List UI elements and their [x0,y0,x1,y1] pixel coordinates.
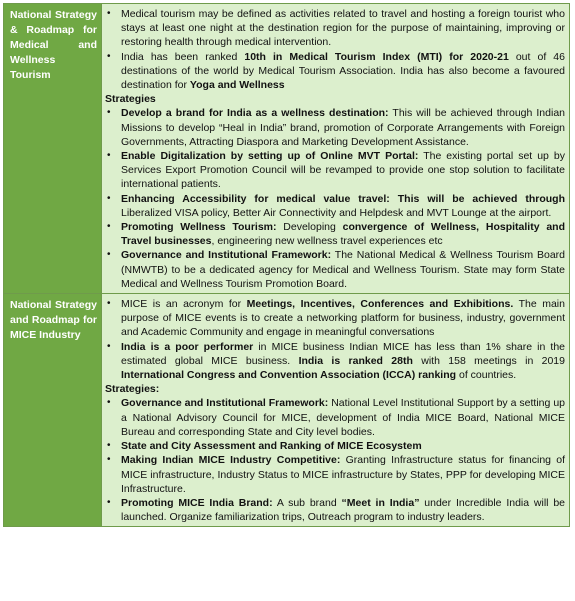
bold-text: Yoga and Wellness [189,79,285,92]
bullet-icon: • [107,340,111,352]
bullet-icon: • [107,107,111,119]
list-item [102,50,565,93]
bullet-icon: • [107,454,111,466]
bullet-icon: • [107,221,111,233]
bullet-icon: • [107,192,111,204]
bold-text: Enable Digitalization by setting up of Online MVT Portal: [121,150,419,163]
text: India has been ranked [121,50,245,63]
bullet-icon: • [107,440,111,452]
bold-text: International Congress and Convention Association (ICCA) ranking [121,369,457,382]
text: with 158 meetings in 2019 [412,354,565,367]
bullet-icon: • [107,298,111,310]
bold-text: State and City Assessment and Ranking of MICE Ecosystem [121,440,422,453]
text: , engineering new wellness travel experiences etc [211,235,443,248]
row-heading: National Strategy and Roadmap for MICE Industry [4,294,102,527]
list-item [102,106,565,149]
text: Developing [276,221,343,234]
bold-text: Governance and Institutional Framework: [121,397,329,410]
text: The existing portal set up by Services Export Promotion Council will be revamped to provide one stop solution to facilitate international patients. [121,150,566,191]
list-item [102,7,565,50]
bullet-icon: • [107,150,111,162]
text: of countries. [456,369,517,382]
list-item [102,439,565,453]
bullet-icon: • [107,249,111,261]
bold-text: India is ranked 28th [298,354,413,367]
table-row [4,294,570,527]
row-content [102,294,570,527]
bold-text: convergence of Wellness, Hospitality and Travel businesses [121,221,565,248]
list-item [102,220,565,248]
bold-text: India is a poor performer [121,340,254,353]
text: in MICE business Indian MICE has less than 1% share in the estimated global MICE business. [121,340,565,367]
text: Liberalized VISA policy, Better Air Connectivity and Helpdesk and MVT Lounge at the airport. [121,206,552,219]
row-content [102,4,570,294]
bold-text: Enhancing Accessibility for medical value travel: This will be achieved through [121,192,565,205]
text: National Level Institutional Support by a setting up a National Advisory Council for MICE, development of India MICE Board, National MICE Bureau and corresponding State and City level bodies. [121,397,566,438]
strategies-label: Strategies [105,93,156,106]
bold-text: Promoting MICE India Brand: [121,496,273,509]
bullet-icon: • [107,8,111,19]
bold-text: “Meet in India” [341,496,420,509]
list-item [102,192,565,220]
bold-text: Promoting Wellness Tourism: [121,221,277,234]
bold-text: Making Indian MICE Industry Competitive: [121,454,341,467]
intro-list [102,297,565,382]
text: Medical tourism may be defined as activities related to travel and hosting a foreign tourist who stays at least one night at the destination region for the purpose of maintaining, improving or restoring health through medical intervention. [121,8,565,49]
list-item [102,248,565,291]
table-row [4,4,570,294]
list-item [102,340,565,383]
text: The main purpose of MICE events is to create a networking platform for business, industry, government and Academic Community and engage in meaningful conversations [121,298,565,339]
row-heading: National Strategy & Roadmap for Medical and Wellness Tourism [4,4,102,294]
list-item [102,396,565,439]
text: The National Medical & Wellness Tourism Board (NMWTB) to be a dedicated agency for Medical and Wellness Tourism. State may form State Medical and Wellness Tourism Promotion Board. [121,249,565,290]
list-item [102,453,565,496]
text: out of 46 destinations of the world by Medical Tourism Association. India has also become a favoured destination for [121,50,565,92]
bold-text: Governance and Institutional Framework: [121,249,332,262]
text: A sub brand [272,496,342,509]
list-item [102,496,565,524]
bullet-icon: • [107,397,111,409]
text: under Incredible India will be launched. Organize familiarization trips, Outreach program to industry leaders. [121,496,566,524]
strategies-label: Strategies: [105,383,160,396]
intro-list [102,7,565,92]
text: This will be achieved through Indian Missions to develop “Heal in India” brand, promotion of Corporate Arrangements with Foreign Governments, Attracting Diaspora and Marketing Development Assistance. [121,107,565,148]
bold-text: 10th in Medical Tourism Index (MTI) for 2020-21 [244,50,509,63]
strategies-list [102,396,565,524]
bullet-icon: • [107,496,111,508]
bold-text: Meetings, Incentives, Conferences and Exhibitions. [246,298,514,311]
strategy-table [3,3,570,527]
list-item [102,149,565,192]
bold-text: Develop a brand for India as a wellness destination: [121,107,389,120]
list-item [102,297,565,340]
text: MICE is an acronym for [121,298,247,311]
strategies-list [102,106,565,291]
text: Granting Infrastructure status for financing of MICE infrastructure, Industry Status to MICE infrastructure by States, PPP for developing MICE Infrastructure. [121,454,566,495]
bullet-icon: • [107,50,111,62]
